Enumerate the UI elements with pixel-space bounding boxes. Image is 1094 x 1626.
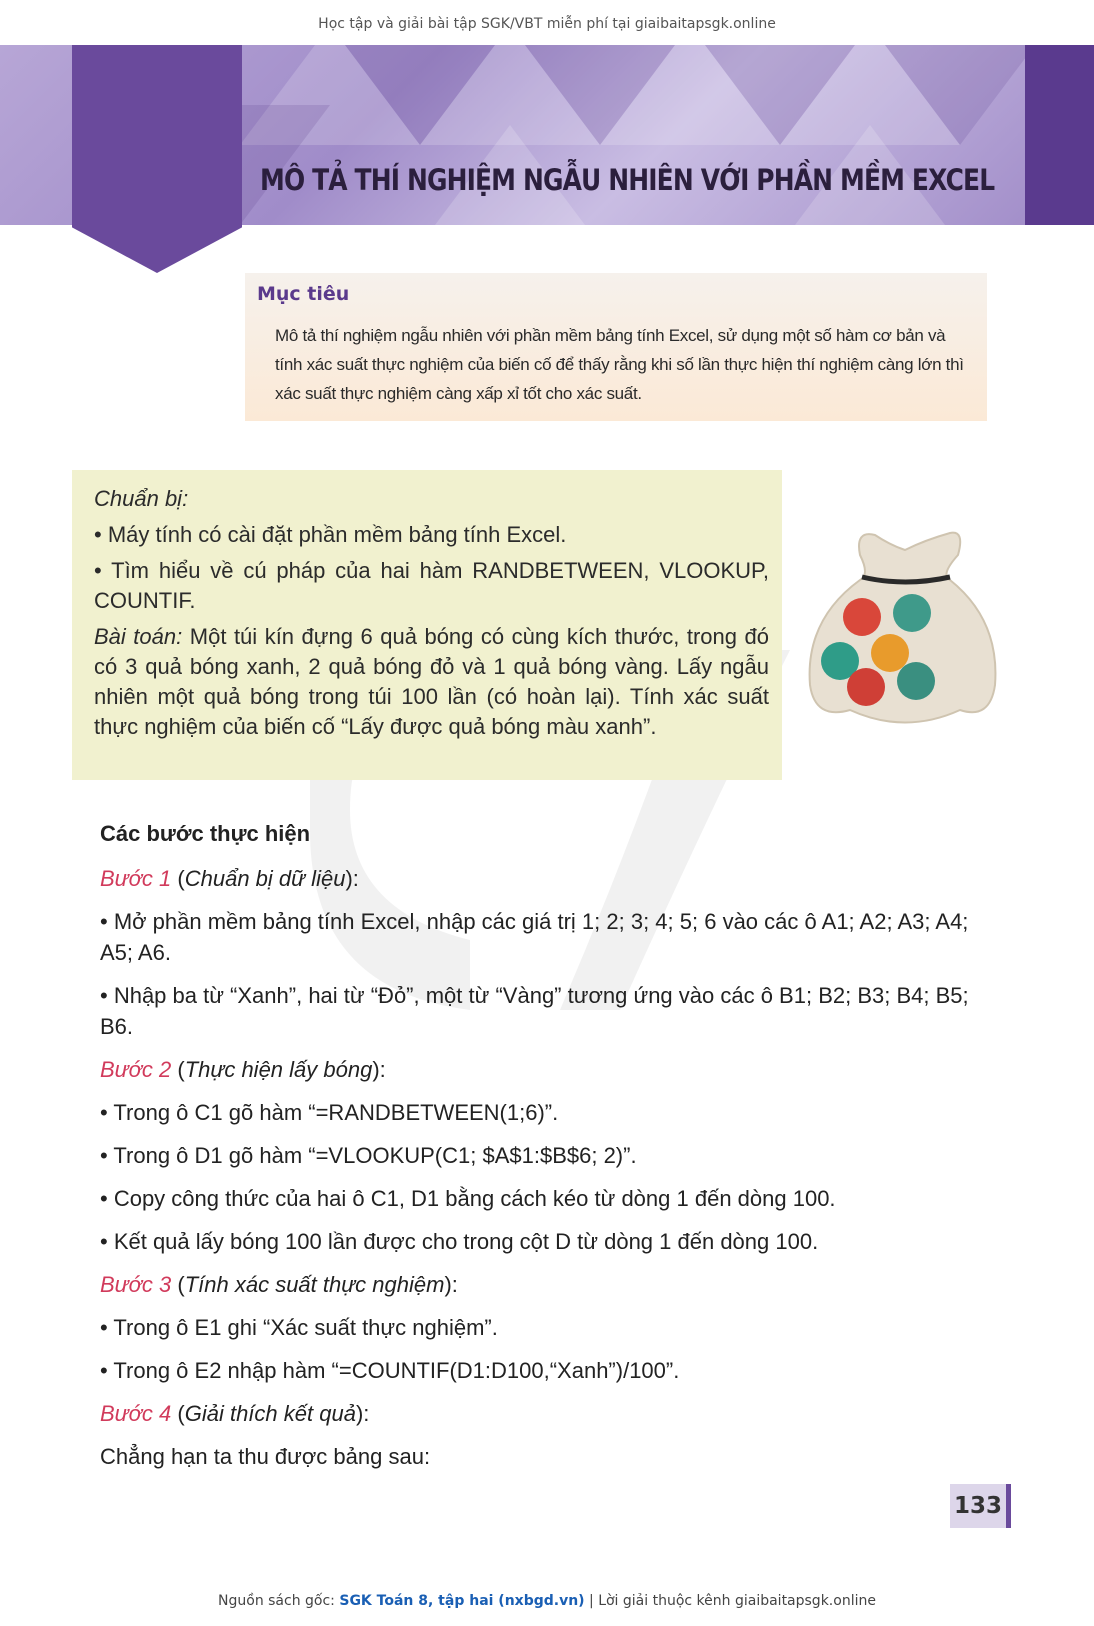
step-desc: Thực hiện lấy bóng: [184, 1057, 373, 1082]
step-name: Bước 4: [100, 1401, 172, 1426]
step-item: • Kết quả lấy bóng 100 lần được cho trong cột D từ dòng 1 đến dòng 100.: [100, 1229, 819, 1254]
step-heading: [100, 1269, 1005, 1300]
problem-label: Bài toán:: [94, 624, 183, 649]
step-paren: (: [171, 866, 185, 891]
page-number: 133: [950, 1484, 1011, 1528]
ball: [843, 598, 881, 636]
step-desc: Chuẩn bị dữ liệu: [184, 866, 346, 891]
prep-label: Chuẩn bị:: [94, 486, 189, 511]
source-link[interactable]: SGK Toán 8, tập hai (nxbgd.vn): [339, 1593, 585, 1609]
step-desc: Tính xác suất thực nghiệm: [184, 1272, 445, 1297]
steps-title: Các bước thực hiện: [100, 821, 311, 846]
objective-box: [245, 273, 987, 421]
footer-suffix: | Lời giải thuộc kênh giaibaitapsgk.online: [584, 1593, 876, 1609]
top-note: Học tập và giải bài tập SGK/VBT miễn phí tại giaibaitapsgk.online: [318, 16, 776, 32]
step-paren: ):: [444, 1272, 458, 1297]
ball: [893, 594, 931, 632]
prep-item: • Máy tính có cài đặt phần mềm bảng tính Excel.: [94, 522, 567, 547]
page-title: MÔ TẢ THÍ NGHIỆM NGẪU NHIÊN VỚI PHẦN MỀM EXCEL: [260, 163, 995, 197]
ball-bag-illustration: [800, 525, 1010, 735]
footer: [0, 1593, 1094, 1609]
ball: [847, 668, 885, 706]
ribbon-decoration: [72, 45, 242, 273]
objective-text: Mô tả thí nghiệm ngẫu nhiên với phần mềm bảng tính Excel, sử dụng một số hàm cơ bản và tính xác suất thực nghiệm của biến cố để thấy rằng khi số lần thực hiện thí nghiệm càng lớn thì xác suất thực nghiệm càng xấp xỉ tốt cho xác suất.: [275, 326, 964, 403]
step-name: Bước 3: [100, 1272, 172, 1297]
step-item: • Trong ô E2 nhập hàm “=COUNTIF(D1:D100,“Xanh”)/100”.: [100, 1358, 680, 1383]
tab-decoration: [1025, 45, 1094, 225]
step-paren: ):: [372, 1057, 386, 1082]
problem-text: Một túi kín đựng 6 quả bóng có cùng kích thước, trong đó có 3 quả bóng xanh, 2 quả bóng đỏ và 1 quả bóng vàng. Lấy ngẫu nhiên một quả bóng trong túi 100 lần (có hoàn lại). Tính xác suất thực nghiệm của biến cố “Lấy được quả bóng màu xanh”.: [94, 624, 769, 739]
step-name: Bước 2: [100, 1057, 172, 1082]
step-heading: [100, 1054, 1005, 1085]
step-item: • Nhập ba từ “Xanh”, hai từ “Đỏ”, một từ “Vàng” tương ứng vào các ô B1; B2; B3; B4; B5; B6.: [100, 983, 969, 1039]
step-heading: [100, 863, 1005, 894]
ball: [897, 662, 935, 700]
prep-item: • Tìm hiểu về cú pháp của hai hàm RANDBETWEEN, VLOOKUP, COUNTIF.: [94, 558, 769, 613]
step-paren: (: [171, 1272, 185, 1297]
step-item: • Trong ô D1 gõ hàm “=VLOOKUP(C1; $A$1:$B$6; 2)”.: [100, 1143, 637, 1168]
step-item: • Trong ô E1 ghi “Xác suất thực nghiệm”.: [100, 1315, 498, 1340]
footer-prefix: Nguồn sách gốc:: [218, 1593, 340, 1609]
ball: [871, 634, 909, 672]
step-desc: Giải thích kết quả: [184, 1401, 356, 1426]
steps-section: [100, 818, 1005, 1484]
step-paren: (: [171, 1401, 185, 1426]
closing-text: Chẳng hạn ta thu được bảng sau:: [100, 1444, 431, 1469]
step-paren: ):: [345, 866, 359, 891]
step-heading: [100, 1398, 1005, 1429]
step-name: Bước 1: [100, 866, 172, 891]
step-item: • Trong ô C1 gõ hàm “=RANDBETWEEN(1;6)”.: [100, 1100, 559, 1125]
problem-statement: [94, 622, 769, 742]
objective-title: Mục tiêu: [257, 283, 350, 305]
step-item: • Copy công thức của hai ô C1, D1 bằng cách kéo từ dòng 1 đến dòng 100.: [100, 1186, 836, 1211]
step-paren: ):: [355, 1401, 370, 1426]
step-paren: (: [171, 1057, 185, 1082]
preparation-box: [72, 470, 782, 780]
step-item: • Mở phần mềm bảng tính Excel, nhập các giá trị 1; 2; 3; 4; 5; 6 vào các ô A1; A2; A3; A4; A5; A6.: [100, 909, 969, 965]
